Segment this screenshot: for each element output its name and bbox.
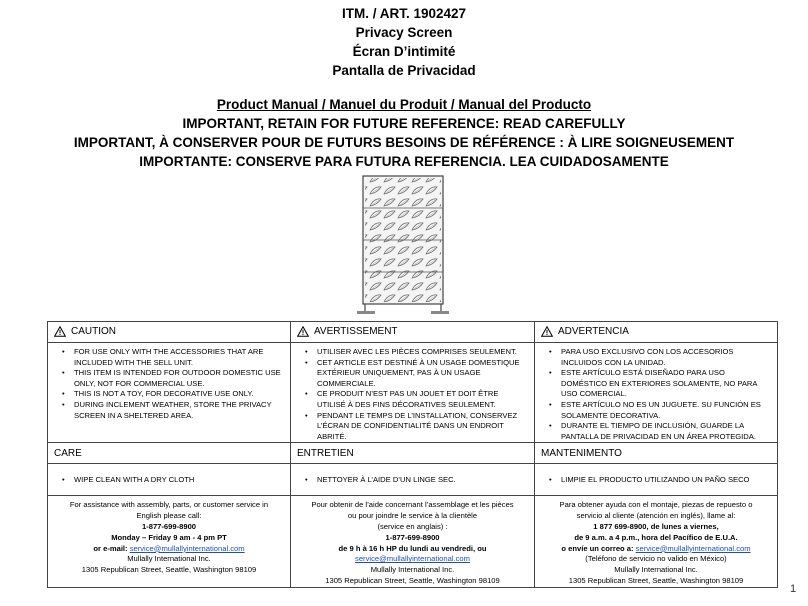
warning-icon (541, 326, 553, 337)
care-header-french: ENTRETIEN (291, 443, 535, 464)
list-item: • ESTE ARTÍCULO NO ES UN JUGUETE. SU FUNCIÓN ES SOLAMENTE DECORATIVA. (561, 400, 777, 421)
list-item: • FOR USE ONLY WITH THE ACCESSORIES THAT ARE INCLUDED WITH THE SELL UNIT. (74, 347, 290, 368)
care-header-english: CARE (48, 443, 291, 464)
phone-number: 1-877-699-8900 (385, 532, 440, 542)
email-link[interactable]: service@mullallyinternational.com (129, 543, 245, 553)
contact-english: For assistance with assembly, parts, or customer service in English please call: 1-877-699-8900 Monday – Friday 9 am - 4 pm PT or e-mail: service@mullallyinternational.com Mullally International Inc. 1305 Republican Street, Seattle, Washington 98109 (48, 496, 291, 587)
privacy-screen-illustration (355, 172, 451, 316)
important-spanish: IMPORTANTE: CONSERVE PARA FUTURA REFERENCIA. LEA CUIDADOSAMENTE (139, 154, 669, 169)
caution-list-spanish (535, 343, 778, 443)
safety-table (47, 321, 778, 588)
important-english: IMPORTANT, RETAIN FOR FUTURE REFERENCE: READ CAREFULLY (182, 116, 626, 131)
contact-french: Pour obtenir de l’aide concernant l’assemblage et les pièces ou pour joindre le service à la clientèle (service en anglais) : 1-877-699-8900 de 9 h à 16 h HP du lundi au vendredi, ou service@mullallyinternational.com Mullally International Inc. 1305 Republican Street, Seattle, Washington 98109 (291, 496, 535, 587)
list-item: • UTILISER AVEC LES PIÈCES COMPRISES SEULEMENT. (317, 347, 534, 358)
caution-header-spanish: ADVERTENCIA (535, 322, 778, 343)
list-item: • PENDANT LE TEMPS DE L’INSTALLATION, CONSERVEZ L’ÉCRAN DE CONFIDENTIALITÉ DANS UN ENDROIT ABRITÉ. (317, 411, 534, 443)
phone-number: 1-877-699-8900 (141, 521, 197, 531)
email-link[interactable]: service@mullallyinternational.com (355, 554, 470, 564)
list-item: • CET ARTICLE EST DESTINÉ À UN USAGE DOMESTIQUE EXTÉRIEUR UNIQUEMENT, PAS À UN USAGE COMMERCIALE. (317, 358, 534, 390)
list-item: • WIPE CLEAN WITH A DRY CLOTH (74, 475, 290, 486)
caution-header-french: AVERTISSEMENT (291, 322, 535, 343)
item-number: ITM. / ART. 1902427 (341, 6, 467, 21)
list-item: • THIS ITEM IS INTENDED FOR OUTDOOR DOMESTIC USE ONLY, NOT FOR COMMERCIAL USE. (74, 368, 290, 389)
list-item: • DURING INCLEMENT WEATHER, STORE THE PRIVACY SCREEN IN A SHELTERED AREA. (74, 400, 290, 421)
page-number: 1 (790, 583, 797, 595)
care-item-spanish (535, 464, 778, 496)
list-item: • ESTE ARTÍCULO ESTÁ DISEÑADO PARA USO DOMÉSTICO EN EXTERIORES SOLAMENTE, NO PARA USO COMERCIAL. (561, 368, 777, 400)
manual-heading-block (0, 95, 808, 171)
list-item: • DURANTE EL TIEMPO DE INCLUSIÓN, GUARDE LA PANTALLA DE PRIVACIDAD EN UN ÁREA PROTEGIDA. (561, 421, 777, 442)
caution-header-english: CAUTION (48, 322, 291, 343)
contact-row (48, 496, 778, 587)
list-item: • NETTOYER À L’AIDE D’UN LINGE SEC. (317, 475, 534, 486)
warning-icon (54, 326, 66, 337)
contact-spanish: Para obtener ayuda con el montaje, piezas de repuesto o servicio al cliente (atención en inglés), llame al: 1 877 699-8900, de lunes a viernes, de 9 a.m. a 4 p.m., hora del Pacífico de E.U.A. o envíe un correo a: service@mullallyinternational.com (Teléfono de servicio no valido en México) Mullally International Inc. 1305 Republican Street, Seattle, Washington 98109 (535, 496, 778, 587)
caution-list-french (291, 343, 535, 443)
manual-heading: Product Manual / Manuel du Produit / Manual del Producto (216, 97, 592, 112)
caution-list-row (48, 343, 778, 443)
phone-number: 1 877 699-8900, de lunes a viernes, (593, 521, 719, 531)
important-french: IMPORTANT, À CONSERVER POUR DE FUTURS BESOINS DE RÉFÉRENCE : À LIRE SOIGNEUSEMENT (73, 135, 735, 150)
list-item: • CE PRODUIT N’EST PAS UN JOUET ET DOIT ÊTRE UTILISÉ À DES FINS DÉCORATIVES SEULEMENT. (317, 389, 534, 410)
caution-list-english (48, 343, 291, 443)
document-header (0, 4, 808, 80)
caution-header-row (48, 322, 778, 343)
care-header-row (48, 443, 778, 464)
title-french: Écran D’intimité (352, 44, 456, 59)
list-item: • THIS IS NOT A TOY, FOR DECORATIVE USE ONLY. (74, 389, 290, 400)
list-item: • LIMPIE EL PRODUCTO UTILIZANDO UN PAÑO SECO (561, 475, 777, 486)
warning-icon (297, 326, 309, 337)
care-header-spanish: MANTENIMENTO (535, 443, 778, 464)
title-english: Privacy Screen (355, 25, 453, 40)
email-link[interactable]: service@mullallyinternational.com (635, 543, 751, 553)
care-item-english (48, 464, 291, 496)
care-list-row (48, 464, 778, 496)
title-spanish: Pantalla de Privacidad (332, 63, 476, 78)
care-item-french (291, 464, 535, 496)
list-item: • PARA USO EXCLUSIVO CON LOS ACCESORIOS INCLUIDOS CON LA UNIDAD. (561, 347, 777, 368)
